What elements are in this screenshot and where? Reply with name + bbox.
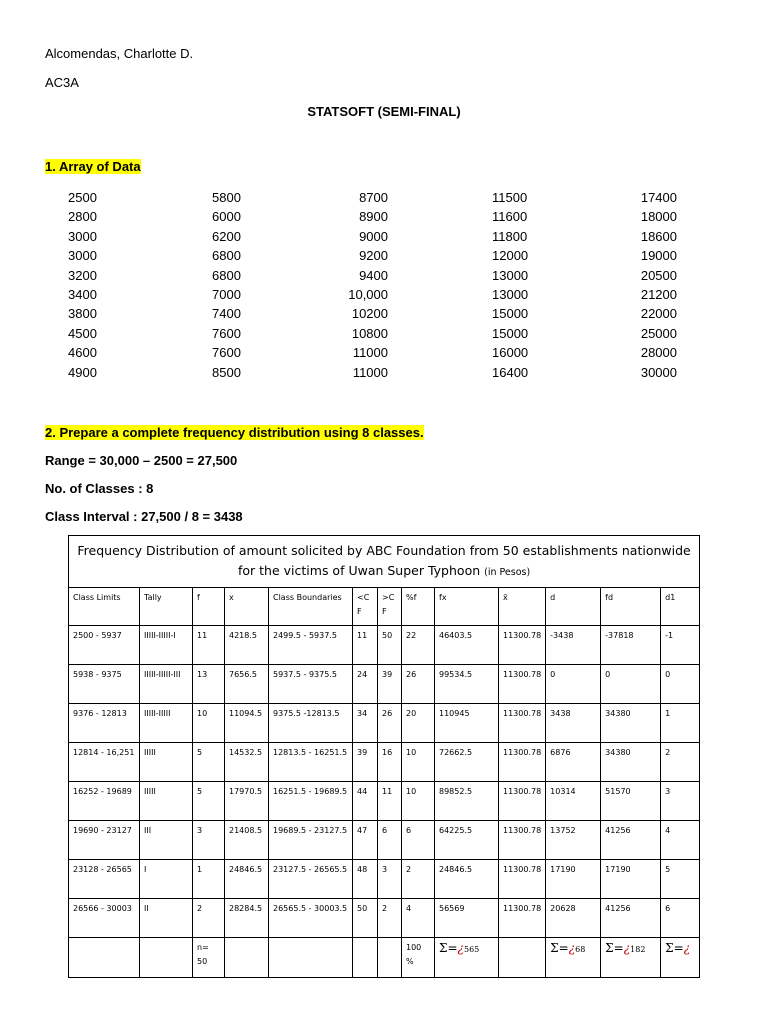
array-value: 9400: [359, 267, 388, 283]
table-cell: 48: [353, 860, 378, 899]
array-value: 6800: [212, 267, 241, 283]
table-cell: 11300.78: [499, 782, 546, 821]
array-value: 11800: [492, 228, 528, 244]
page-title: STATSOFT (SEMI-FINAL): [307, 104, 461, 119]
table-cell: 11300.78: [499, 821, 546, 860]
array-value: 3000: [68, 228, 97, 244]
table-header-row: [69, 588, 700, 626]
array-value: 7400: [212, 306, 241, 322]
array-value: 28000: [640, 345, 677, 361]
section-label: AC3A: [45, 75, 79, 90]
column-header: fx: [435, 588, 499, 626]
sum-d-cell: Σ=¿68: [546, 938, 601, 978]
table-cell: 7656.5: [225, 665, 269, 704]
table-cell: III: [140, 821, 193, 860]
column-header: f: [193, 588, 225, 626]
table-row: [69, 743, 700, 782]
table-cell: 10: [402, 782, 435, 821]
table-row: [69, 782, 700, 821]
table-cell: -37818: [601, 626, 661, 665]
student-name: Alcomendas, Charlotte D.: [45, 46, 194, 61]
table-cell: 5938 - 9375: [69, 665, 140, 704]
array-value: 8500: [212, 364, 241, 380]
array-value: 3200: [68, 267, 97, 283]
table-cell: 5: [193, 743, 225, 782]
table-cell: 26566 - 30003: [69, 899, 140, 938]
array-value: 2800: [68, 209, 97, 225]
array-value: 19000: [640, 248, 677, 264]
array-value: 7000: [212, 287, 241, 303]
array-value: 25000: [640, 325, 677, 341]
table-cell: 11300.78: [499, 899, 546, 938]
table-cell: 0: [546, 665, 601, 704]
table-cell: 3: [193, 821, 225, 860]
table-cell: 5937.5 - 9375.5: [269, 665, 353, 704]
table-cell: 41256: [601, 899, 661, 938]
table-cell: 13: [193, 665, 225, 704]
table-cell: 11300.78: [499, 704, 546, 743]
column-header: fd: [601, 588, 661, 626]
array-value: 2500: [68, 190, 97, 205]
column-header: %f: [402, 588, 435, 626]
table-cell: -3438: [546, 626, 601, 665]
column-header: <C F: [353, 588, 378, 626]
table-cell: IIIII: [140, 782, 193, 821]
table-cell: 6: [661, 899, 700, 938]
array-column-2: [212, 188, 241, 382]
table-cell: 5: [661, 860, 700, 899]
table-cell: 17970.5: [225, 782, 269, 821]
table-cell: 10314: [546, 782, 601, 821]
array-value: 8900: [359, 209, 388, 225]
table-cell: II: [140, 899, 193, 938]
array-value: 8700: [359, 190, 388, 205]
table-cell: 24846.5: [435, 860, 499, 899]
array-value: 11000: [352, 345, 388, 361]
array-value: 15000: [492, 306, 529, 322]
array-value: 11500: [492, 190, 528, 205]
table-cell: 6: [378, 821, 402, 860]
table-cell: 51570: [601, 782, 661, 821]
array-value: 15000: [492, 325, 529, 341]
array-value: 3400: [68, 287, 97, 303]
table-cell: 50: [353, 899, 378, 938]
array-column-1: [68, 188, 97, 382]
sum-d1-cell: Σ=¿: [661, 938, 700, 978]
table-cell: 24846.5: [225, 860, 269, 899]
table-cell: 1: [193, 860, 225, 899]
table-cell: 50: [378, 626, 402, 665]
table-cell: 12813.5 - 16251.5: [269, 743, 353, 782]
table-cell: I: [140, 860, 193, 899]
table-cell: IIIII: [140, 743, 193, 782]
table-cell: 16: [378, 743, 402, 782]
table-cell: 2: [661, 743, 700, 782]
table-cell: 34380: [601, 704, 661, 743]
table-cell: 22: [402, 626, 435, 665]
column-header: d1: [661, 588, 700, 626]
array-value: 9000: [359, 228, 388, 244]
array-value: 11000: [352, 364, 388, 380]
table-cell: 3438: [546, 704, 601, 743]
table-cell: 14532.5: [225, 743, 269, 782]
table-cell: 0: [601, 665, 661, 704]
table-row: [69, 704, 700, 743]
array-column-3: [340, 188, 388, 382]
table-cell: 28284.5: [225, 899, 269, 938]
table-cell: 4218.5: [225, 626, 269, 665]
table-cell: 1: [661, 704, 700, 743]
array-value: 13000: [492, 267, 529, 283]
table-row: [69, 665, 700, 704]
column-header: x̄: [499, 588, 546, 626]
table-cell: 47: [353, 821, 378, 860]
column-header: Class Limits: [69, 588, 140, 626]
table-cell: 11: [378, 782, 402, 821]
array-value: 9200: [359, 248, 388, 264]
table-cell: 13752: [546, 821, 601, 860]
array-value: 10800: [351, 325, 388, 341]
array-value: 4600: [68, 345, 97, 361]
table-cell: 17190: [546, 860, 601, 899]
table-cell: 46403.5: [435, 626, 499, 665]
frequency-distribution-table: [68, 535, 700, 978]
table-cell: 24: [353, 665, 378, 704]
array-value: 4500: [68, 325, 97, 341]
table-cell: 6876: [546, 743, 601, 782]
array-column-5: [632, 188, 677, 382]
table-cell: 72662.5: [435, 743, 499, 782]
array-value: 7600: [212, 345, 241, 361]
table-cell: 11094.5: [225, 704, 269, 743]
range-formula: Range = 30,000 – 2500 = 27,500: [45, 453, 238, 468]
table-cell: 26: [402, 665, 435, 704]
table-cell: 10: [193, 704, 225, 743]
table-cell: 34380: [601, 743, 661, 782]
class-interval: Class Interval : 27,500 / 8 = 3438: [45, 509, 243, 524]
array-value: 7600: [212, 325, 241, 341]
table-cell: 9375.5 -12813.5: [269, 704, 353, 743]
table-cell: 34: [353, 704, 378, 743]
column-header: >C F: [378, 588, 402, 626]
table-row: [69, 860, 700, 899]
sum-fx-cell: Σ=¿565: [435, 938, 499, 978]
q2-heading: 2. Prepare a complete frequency distribution using 8 classes.: [45, 425, 424, 440]
table-cell: 20: [402, 704, 435, 743]
array-value: 20500: [640, 267, 677, 283]
table-cell: 11: [353, 626, 378, 665]
table-cell: 99534.5: [435, 665, 499, 704]
table-cell: 39: [353, 743, 378, 782]
column-header: d: [546, 588, 601, 626]
table-row: [69, 626, 700, 665]
table-cell: 9376 - 12813: [69, 704, 140, 743]
array-value: 16400: [492, 364, 529, 380]
total-n-cell: n= 50: [193, 938, 225, 978]
table-cell: 2500 - 5937: [69, 626, 140, 665]
table-cell: 56569: [435, 899, 499, 938]
table-cell: 44: [353, 782, 378, 821]
table-cell: 0: [661, 665, 700, 704]
array-value: 6200: [212, 228, 241, 244]
table-cell: 3: [378, 860, 402, 899]
array-value: 4900: [68, 364, 97, 380]
table-cell: IIIII-IIIII: [140, 704, 193, 743]
array-value: 3800: [68, 306, 97, 322]
table-cell: 26: [378, 704, 402, 743]
array-value: 10200: [351, 306, 388, 322]
table-cell: 5: [193, 782, 225, 821]
array-value: 30000: [640, 364, 677, 380]
array-value: 17400: [640, 190, 677, 205]
table-cell: 89852.5: [435, 782, 499, 821]
table-cell: 21408.5: [225, 821, 269, 860]
table-cell: 2: [378, 899, 402, 938]
array-value: 5800: [212, 190, 241, 205]
table-cell: 6: [402, 821, 435, 860]
table-cell: 3: [661, 782, 700, 821]
array-value: 21200: [640, 287, 677, 303]
table-cell: 16251.5 - 19689.5: [269, 782, 353, 821]
q1-heading: 1. Array of Data: [45, 159, 141, 174]
table-cell: 10: [402, 743, 435, 782]
table-title: Frequency Distribution of amount solicited by ABC Foundation from 50 establishments nationwide for the victims of Uwan Super Typhoon (in Pesos): [69, 536, 700, 588]
column-header: Class Boundaries: [269, 588, 353, 626]
table-cell: 19690 - 23127: [69, 821, 140, 860]
array-value: 3000: [68, 248, 97, 264]
table-cell: 26565.5 - 30003.5: [269, 899, 353, 938]
table-cell: 12814 - 16,251: [69, 743, 140, 782]
array-value: 13000: [492, 287, 529, 303]
table-cell: 11300.78: [499, 860, 546, 899]
array-column-4: [492, 188, 528, 382]
table-cell: 23128 - 26565: [69, 860, 140, 899]
table-cell: 20628: [546, 899, 601, 938]
column-header: Tally: [140, 588, 193, 626]
table-cell: 41256: [601, 821, 661, 860]
array-value: 11600: [492, 209, 528, 225]
number-of-classes: No. of Classes : 8: [45, 481, 154, 496]
table-cell: IIIII-IIIII-I: [140, 626, 193, 665]
table-cell: IIIII-IIIII-III: [140, 665, 193, 704]
array-value: 18000: [640, 209, 677, 225]
table-cell: 16252 - 19689: [69, 782, 140, 821]
array-value: 6000: [212, 209, 241, 225]
array-value: 22000: [640, 306, 677, 322]
array-value: 12000: [492, 248, 529, 264]
table-cell: 110945: [435, 704, 499, 743]
table-cell: 2499.5 - 5937.5: [269, 626, 353, 665]
table-cell: 11300.78: [499, 743, 546, 782]
table-cell: 17190: [601, 860, 661, 899]
table-cell: 23127.5 - 26565.5: [269, 860, 353, 899]
table-cell: 39: [378, 665, 402, 704]
array-value: 6800: [212, 248, 241, 264]
table-cell: 11300.78: [499, 665, 546, 704]
table-cell: 2: [402, 860, 435, 899]
array-value: 10,000: [348, 287, 388, 303]
table-cell: 4: [661, 821, 700, 860]
total-percent-cell: 100 %: [402, 938, 435, 978]
table-cell: 4: [402, 899, 435, 938]
table-row: [69, 899, 700, 938]
array-value: 18600: [640, 228, 677, 244]
table-cell: 2: [193, 899, 225, 938]
table-row: [69, 821, 700, 860]
column-header: x: [225, 588, 269, 626]
table-totals-row: [69, 938, 700, 978]
table-cell: 19689.5 - 23127.5: [269, 821, 353, 860]
table-cell: 64225.5: [435, 821, 499, 860]
array-value: 16000: [492, 345, 529, 361]
sum-fd-cell: Σ=¿182: [601, 938, 661, 978]
table-cell: -1: [661, 626, 700, 665]
table-cell: 11: [193, 626, 225, 665]
table-cell: 11300.78: [499, 626, 546, 665]
